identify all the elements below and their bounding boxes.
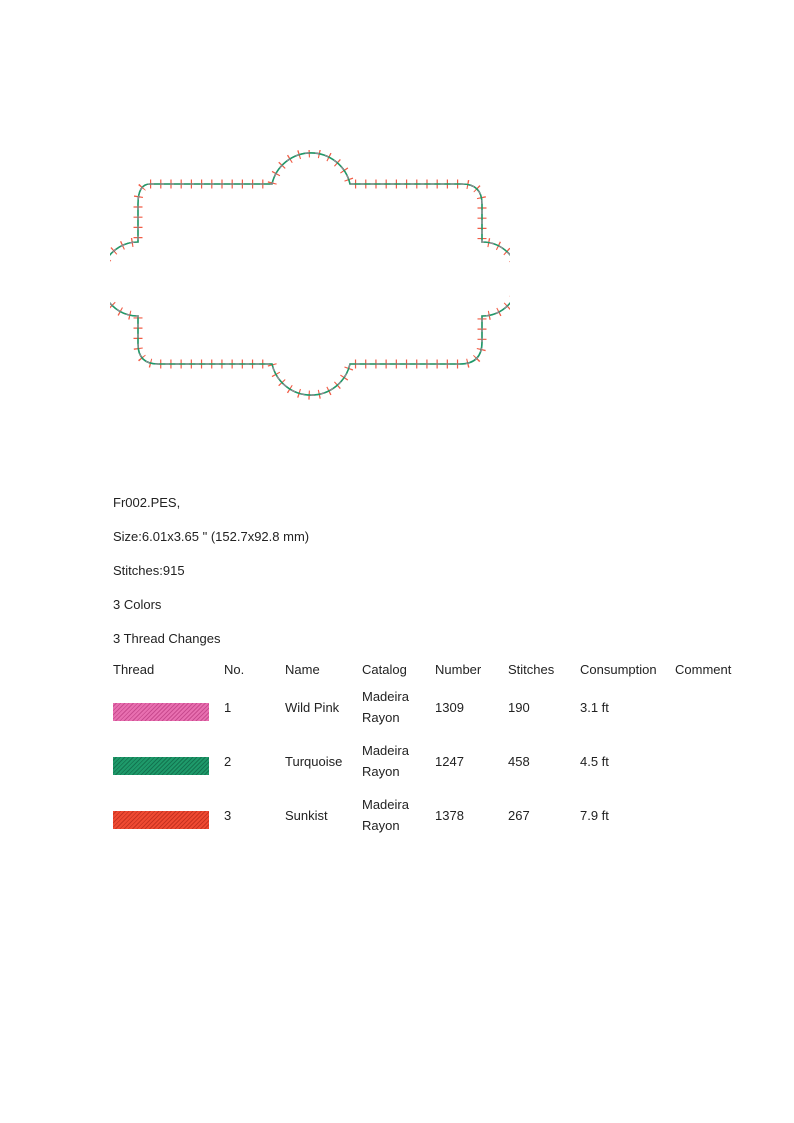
thread-consumption: 3.1 ft (580, 700, 609, 715)
header-thread: Thread (113, 662, 155, 677)
thread-stitches: 458 (508, 754, 530, 769)
thread-name: Sunkist (285, 808, 328, 823)
frame-center-run (110, 153, 510, 395)
thread-catalog: Madeira Rayon (362, 743, 409, 779)
frame-pink-detail (110, 153, 510, 395)
thread-number: 1378 (435, 808, 464, 823)
thread-swatch (113, 811, 209, 829)
thread-swatch (113, 757, 209, 775)
header-consumption: Consumption (580, 662, 657, 677)
frame-satin-ticks (110, 153, 510, 395)
design-stitch-count: Stitches:915 (113, 563, 185, 578)
thread-catalog: Madeira Rayon (362, 689, 409, 725)
thread-consumption: 7.9 ft (580, 808, 609, 823)
table-row (113, 736, 753, 790)
table-row (113, 682, 753, 736)
embroidery-design-preview (110, 150, 510, 400)
thread-swatch (113, 703, 209, 721)
thread-table (113, 660, 753, 844)
header-name: Name (285, 662, 320, 677)
thread-name: Wild Pink (285, 700, 340, 715)
design-size: Size:6.01x3.65 " (152.7x92.8 mm) (113, 529, 310, 544)
thread-consumption: 4.5 ft (580, 754, 609, 769)
thread-no: 2 (224, 754, 232, 769)
frame-outer-run (110, 153, 510, 395)
table-header-row (113, 660, 753, 682)
header-stitches: Stitches (508, 662, 555, 677)
design-color-count: 3 Colors (113, 597, 162, 612)
thread-name: Turquoise (285, 754, 343, 769)
header-number: Number (435, 662, 482, 677)
header-no: No. (224, 662, 245, 677)
thread-stitches: 190 (508, 700, 530, 715)
design-thread-changes: 3 Thread Changes (113, 631, 221, 646)
thread-no: 1 (224, 700, 232, 715)
thread-catalog: Madeira Rayon (362, 797, 409, 833)
design-filename: Fr002.PES, (113, 495, 181, 510)
thread-number: 1309 (435, 700, 464, 715)
thread-number: 1247 (435, 754, 464, 769)
table-row (113, 790, 753, 844)
thread-no: 3 (224, 808, 232, 823)
header-comment: Comment (675, 662, 732, 677)
header-catalog: Catalog (362, 662, 407, 677)
thread-stitches: 267 (508, 808, 530, 823)
